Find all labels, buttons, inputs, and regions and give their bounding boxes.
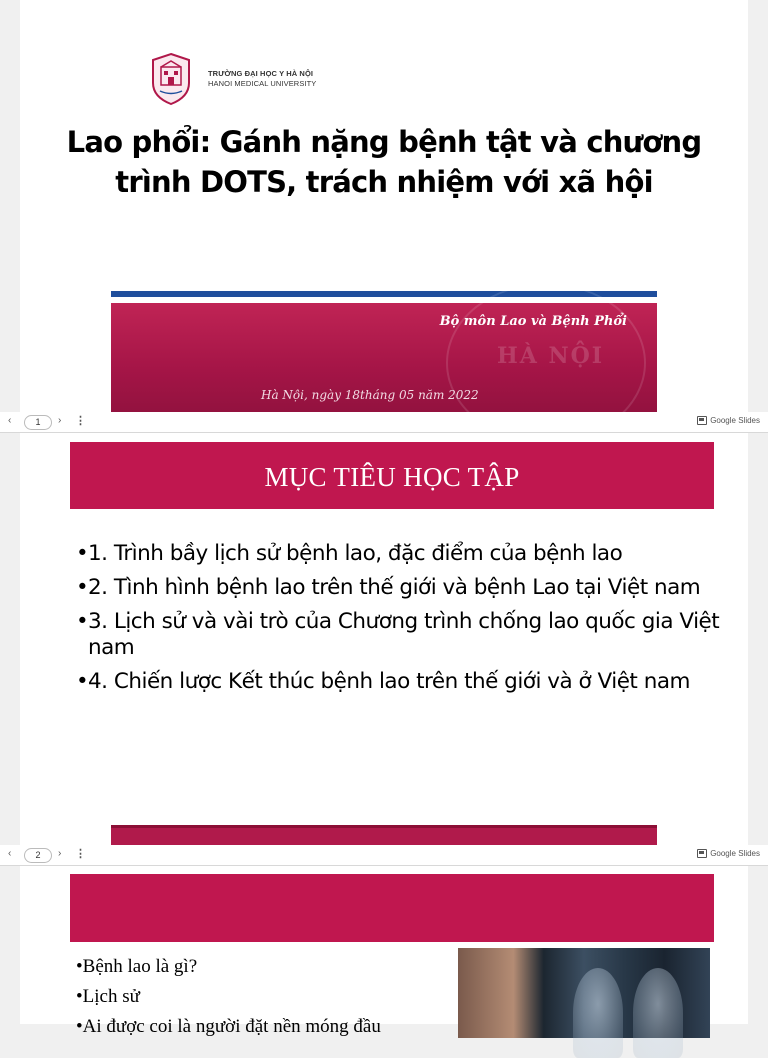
bullet: • xyxy=(76,575,89,600)
slide-title xyxy=(60,122,708,202)
bullet: • xyxy=(76,669,89,694)
objectives-banner xyxy=(70,442,714,509)
right-lung-shape xyxy=(633,968,683,1058)
university-name xyxy=(208,69,316,89)
list-item-text: 3. Lịch sử và vài trò của Chương trình chống lao quốc gia Việt nam xyxy=(88,609,720,660)
google-slides-icon xyxy=(697,849,707,858)
prev-slide-button[interactable]: ‹ xyxy=(8,415,12,426)
left-lung-shape xyxy=(573,968,623,1058)
list-item: •Lịch sử xyxy=(76,986,140,1007)
bullet: • xyxy=(76,609,89,634)
google-slides-icon xyxy=(697,416,707,425)
slide-title-line-1: Lao phổi: Gánh nặng bệnh tật và chương xyxy=(66,125,702,159)
bullet: • xyxy=(76,541,89,566)
google-slides-label: Google Slides xyxy=(710,416,760,425)
objectives-list xyxy=(76,541,736,703)
list-item-text: 2. Tình hình bệnh lao trên thế giới và bệnh Lao tại Việt nam xyxy=(88,575,701,600)
presentation-date: Hà Nội, ngày 18tháng 05 năm 2022 xyxy=(261,388,479,402)
next-slide-button[interactable]: › xyxy=(58,848,62,859)
list-item xyxy=(76,669,736,695)
department-name: Bộ môn Lao và Bệnh Phổi xyxy=(439,314,627,329)
slide-2 xyxy=(20,433,748,845)
bottom-strip xyxy=(111,825,657,845)
more-options-icon[interactable]: ⋮ xyxy=(75,848,86,860)
slide-toolbar-1 xyxy=(0,412,768,433)
list-item: •Bệnh lao là gì? xyxy=(76,956,198,977)
slide-1 xyxy=(20,0,748,412)
next-slide-button[interactable]: › xyxy=(58,415,62,426)
page-number-field[interactable]: 2 xyxy=(24,848,52,863)
slide-title-line-2: trình DOTS, trách nhiệm với xã hội xyxy=(115,165,653,199)
list-item xyxy=(76,541,736,567)
list-item xyxy=(76,609,736,661)
list-item: •Ai được coi là người đặt nền móng đầu xyxy=(76,1016,381,1037)
objectives-heading: MỤC TIÊU HỌC TẬP xyxy=(264,462,520,492)
google-slides-link[interactable] xyxy=(697,849,760,858)
slide-3 xyxy=(20,866,748,1037)
google-slides-label: Google Slides xyxy=(710,849,760,858)
slide-toolbar-2 xyxy=(0,845,768,866)
hmu-logo-icon xyxy=(151,53,191,105)
list-item-text: 4. Chiến lược Kết thúc bệnh lao trên thế giới và ở Việt nam xyxy=(88,669,690,694)
slide-3-list xyxy=(76,952,381,1042)
slide-3-banner xyxy=(70,874,714,942)
page-number-field[interactable]: 1 xyxy=(24,415,52,430)
university-name-vi: TRƯỜNG ĐẠI HỌC Y HÀ NỘI xyxy=(208,69,314,78)
seal-watermark-text: HÀ NỘI xyxy=(497,343,605,369)
footer-banner xyxy=(111,303,657,412)
google-slides-link[interactable] xyxy=(697,416,760,425)
list-item xyxy=(76,575,736,601)
chest-xray-image xyxy=(458,948,710,1038)
university-name-en: HANOI MEDICAL UNIVERSITY xyxy=(208,79,317,88)
prev-slide-button[interactable]: ‹ xyxy=(8,848,12,859)
more-options-icon[interactable]: ⋮ xyxy=(75,415,86,427)
list-item-text: 1. Trình bầy lịch sử bệnh lao, đặc điểm của bệnh lao xyxy=(88,541,623,566)
